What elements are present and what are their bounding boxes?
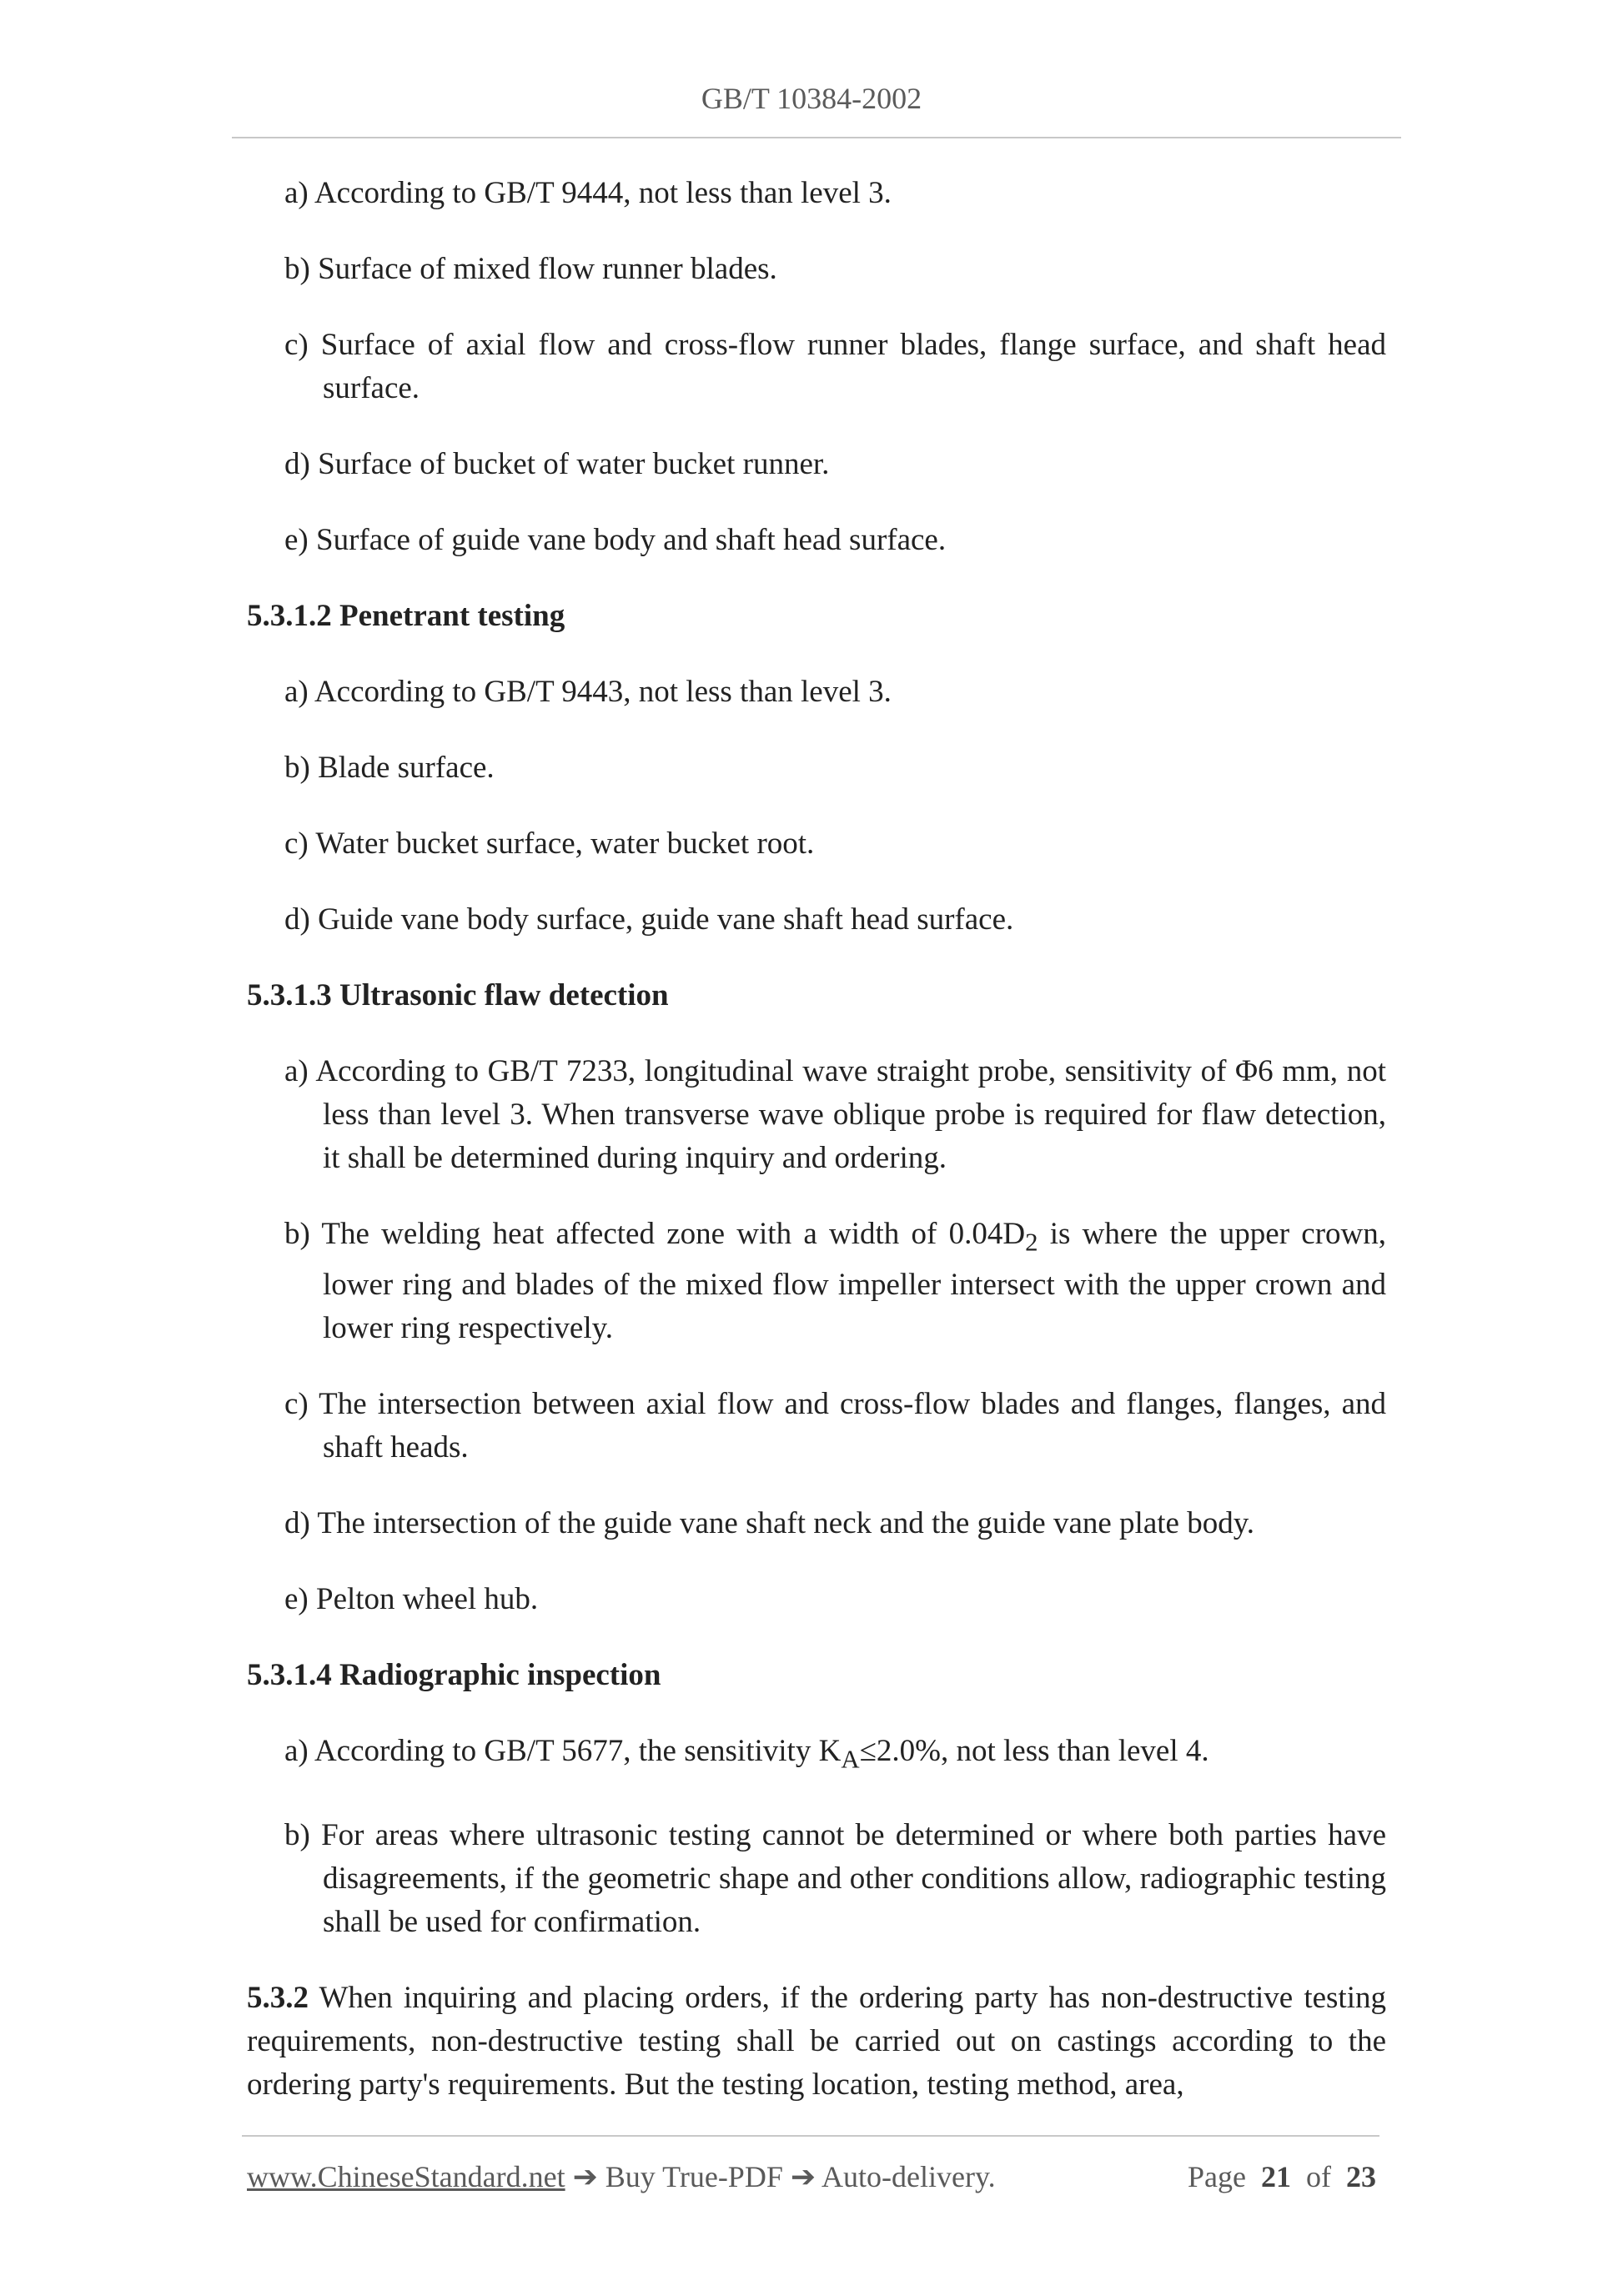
section-heading: 5.3.1.3 Ultrasonic flaw detection (247, 978, 669, 1012)
list-item: d) The intersection of the guide vane shaft neck and the guide vane plate body. (284, 1506, 1255, 1541)
footer (247, 2158, 1376, 2195)
header-divider (232, 137, 1401, 138)
arrow-icon: ➔ (572, 2160, 598, 2193)
list-item: a) According to GB/T 5677, the sensitivity $K_A\le 2.0\%$, not less than level 4. (284, 1734, 1209, 1774)
list-item: c) Surface of axial flow and cross-flow runner blades, flange surface, and shaft head surface. (284, 328, 1386, 405)
section-heading: 5.3.1.4 Radiographic inspection (247, 1658, 661, 1693)
list-item: e) Pelton wheel hub. (284, 1582, 539, 1617)
list-item: b) Blade surface. (284, 751, 495, 785)
list-item: b) For areas where ultrasonic testing cannot be determined or where both parties have disagreements, if the geometric shape and other conditions allow, radiographic testing shall be used for confirmation. (284, 1817, 1386, 1939)
list-item: e) Surface of guide vane body and shaft head surface. (284, 523, 947, 557)
document-body (247, 172, 1386, 2139)
footer-divider (242, 2135, 1379, 2137)
subscript: 2 (1025, 1228, 1038, 1257)
list-item: c) The intersection between axial flow and cross-flow blades and flanges, flanges, and shaft heads. (284, 1387, 1386, 1465)
subscript: A (841, 1745, 860, 1774)
arrow-icon: ➔ (790, 2160, 817, 2193)
total-pages: 23 (1346, 2160, 1376, 2193)
site-link[interactable]: www.ChineseStandard.net (247, 2160, 565, 2193)
list-item: b) Surface of mixed flow runner blades. (284, 252, 777, 286)
header-title: GB/T 10384-2002 (701, 82, 922, 115)
list-item: d) Guide vane body surface, guide vane shaft head surface. (284, 902, 1014, 937)
page-indicator: Page 21 of 23 (1188, 2160, 1376, 2193)
list-item: d) Surface of bucket of water bucket runner. (284, 447, 830, 481)
list-item: a) According to GB/T 9444, not less than level 3. (284, 176, 892, 210)
list-item: c) Water bucket surface, water bucket root. (284, 826, 815, 861)
current-page: 21 (1261, 2160, 1291, 2193)
body-paragraph: 5.3.2 When inquiring and placing orders, if the ordering party has non-destructive testing requirements, non-destructive testing shall be carried out on castings according to the ordering party's requirements. But the testing location, testing method, area, (247, 1980, 1386, 2102)
section-heading: 5.3.1.2 Penetrant testing (247, 599, 565, 633)
list-item: a) According to GB/T 9443, not less than level 3. (284, 675, 892, 709)
list-item: a) According to GB/T 7233, longitudinal wave straight probe, sensitivity of Φ6 mm, not less than level 3. When transverse wave oblique probe is required for flaw detection, it shall be determined during inquiry and ordering. (284, 1054, 1386, 1175)
list-item: b) The welding heat affected zone with a width of $0.04D_2$ is where the upper crown, lower ring and blades of the mixed flow impeller intersect with the upper crown and lower ring respectively. (284, 1217, 1386, 1346)
footer-promo: www.ChineseStandard.net ➔ Buy True-PDF ➔ Auto-delivery. (247, 2160, 996, 2193)
clause-number: 5.3.2 (247, 1980, 309, 2015)
